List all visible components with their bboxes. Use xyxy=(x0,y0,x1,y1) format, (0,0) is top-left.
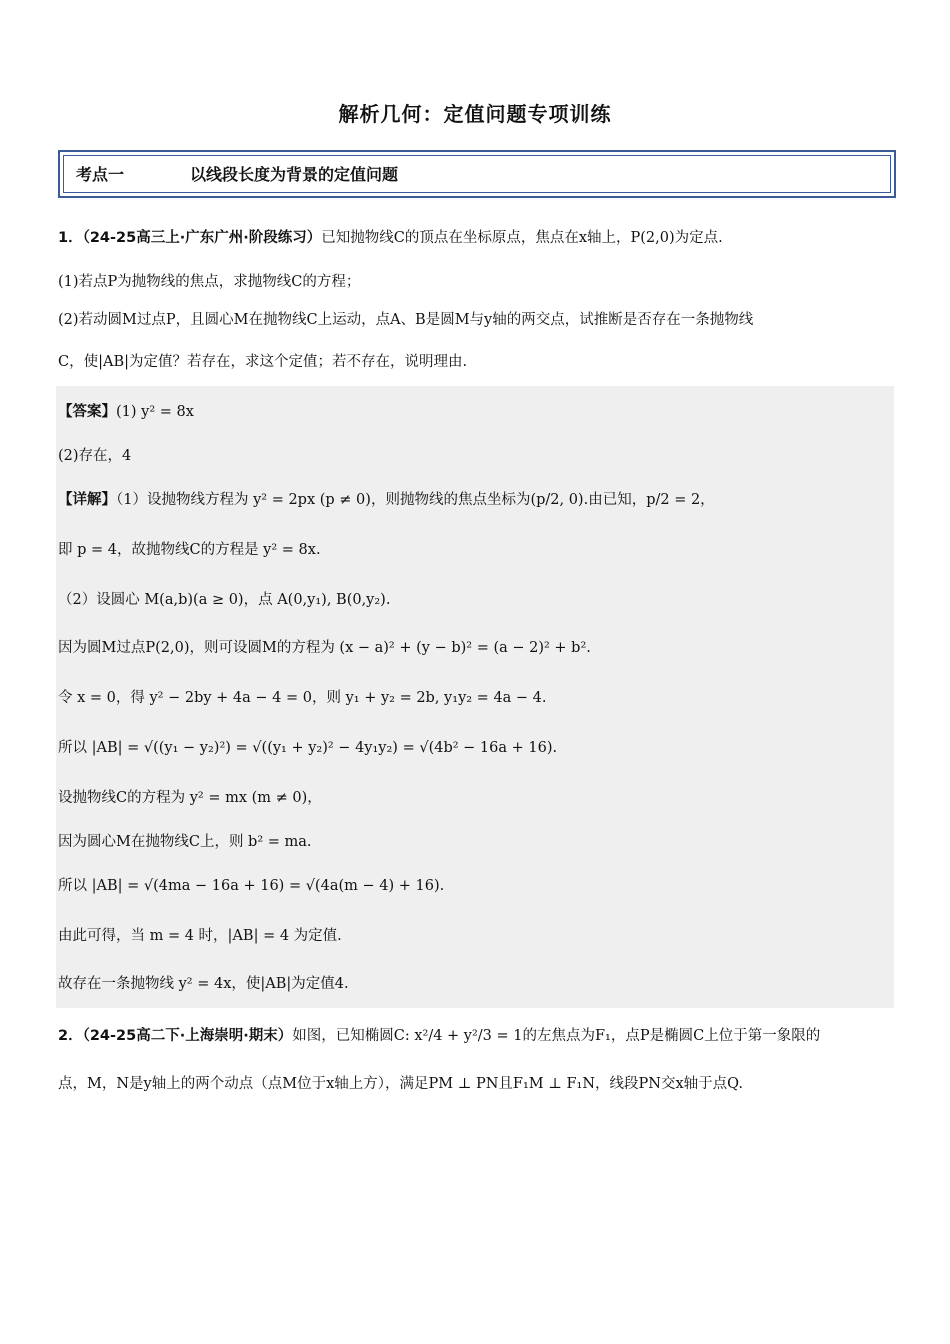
detail-line-1 xyxy=(58,490,715,510)
answer-label: 【答案】 xyxy=(58,404,116,420)
answer-2: (2)存在，4 xyxy=(58,448,132,464)
detail-5: 令 x = 0，得 y² − 2by + 4a − 4 = 0，则 y₁ + y₂ = 2b, y₁y₂ = 4a − 4. xyxy=(58,690,547,706)
q1-stem: 已知抛物线C的顶点在坐标原点，焦点在x轴上，P(2,0)为定点. xyxy=(321,230,723,246)
detail-8: 因为圆心M在抛物线C上，则 b² = ma. xyxy=(58,834,312,850)
detail-1: （1）设抛物线方程为 y² = 2px (p ≠ 0)，则抛物线的焦点坐标为(p/2, 0).由已知，p/2 = 2， xyxy=(116,492,715,508)
detail-label: 【详解】 xyxy=(58,492,116,508)
q2-stem-line xyxy=(58,1026,820,1046)
q2-stem: 如图，已知椭圆C: x²/4 + y²/3 = 1的左焦点为F₁，点P是椭圆C上位于第一象限的 xyxy=(292,1028,821,1044)
topic-text: 以线段长度为背景的定值问题 xyxy=(190,165,399,184)
q1-number: 1． xyxy=(58,230,83,246)
detail-3: （2）设圆心 M(a,b)(a ≥ 0)，点 A(0,y₁), B(0,y₂). xyxy=(58,592,391,608)
q1-part2a: (2)若动圆M过点P，且圆心M在抛物线C上运动，点A、B是圆M与y轴的两交点，试推断是否存在一条抛物线 xyxy=(58,312,754,328)
answer-line-1 xyxy=(58,402,194,422)
page-title: 解析几何：定值问题专项训练 xyxy=(338,102,612,126)
q1-stem-line xyxy=(58,228,723,248)
detail-11: 故存在一条抛物线 y² = 4x，使|AB|为定值4. xyxy=(58,976,349,992)
answer-1: (1) y² = 8x xyxy=(116,404,194,420)
q2-source: （24-25高二下·上海崇明·期末） xyxy=(82,1028,293,1044)
q1-part2b: C，使|AB|为定值？若存在，求这个定值；若不存在，说明理由. xyxy=(58,354,468,370)
topic-box xyxy=(58,150,896,198)
q2-number: 2． xyxy=(58,1028,83,1044)
detail-10: 由此可得，当 m = 4 时，|AB| = 4 为定值. xyxy=(58,928,342,944)
detail-2: 即 p = 4，故抛物线C的方程是 y² = 8x. xyxy=(58,542,321,558)
q2-line2: 点，M，N是y轴上的两个动点（点M位于x轴上方），满足PM ⊥ PN且F₁M ⊥ F₁N，线段PN交x轴于点Q. xyxy=(58,1076,743,1092)
q1-part1: (1)若点P为抛物线的焦点，求抛物线C的方程； xyxy=(58,274,361,290)
detail-7: 设抛物线C的方程为 y² = mx (m ≠ 0)， xyxy=(58,790,322,806)
q1-source: （24-25高三上·广东广州·阶段练习） xyxy=(82,230,322,246)
detail-6: 所以 |AB| = √((y₁ − y₂)²) = √((y₁ + y₂)² − 4y₁y₂) = √(4b² − 16a + 16). xyxy=(58,740,558,756)
detail-9: 所以 |AB| = √(4ma − 16a + 16) = √(4a(m − 4) + 16). xyxy=(58,878,445,894)
detail-4: 因为圆M过点P(2,0)，则可设圆M的方程为 (x − a)² + (y − b)² = (a − 2)² + b². xyxy=(58,640,591,656)
topic-label: 考点一 xyxy=(76,165,125,184)
